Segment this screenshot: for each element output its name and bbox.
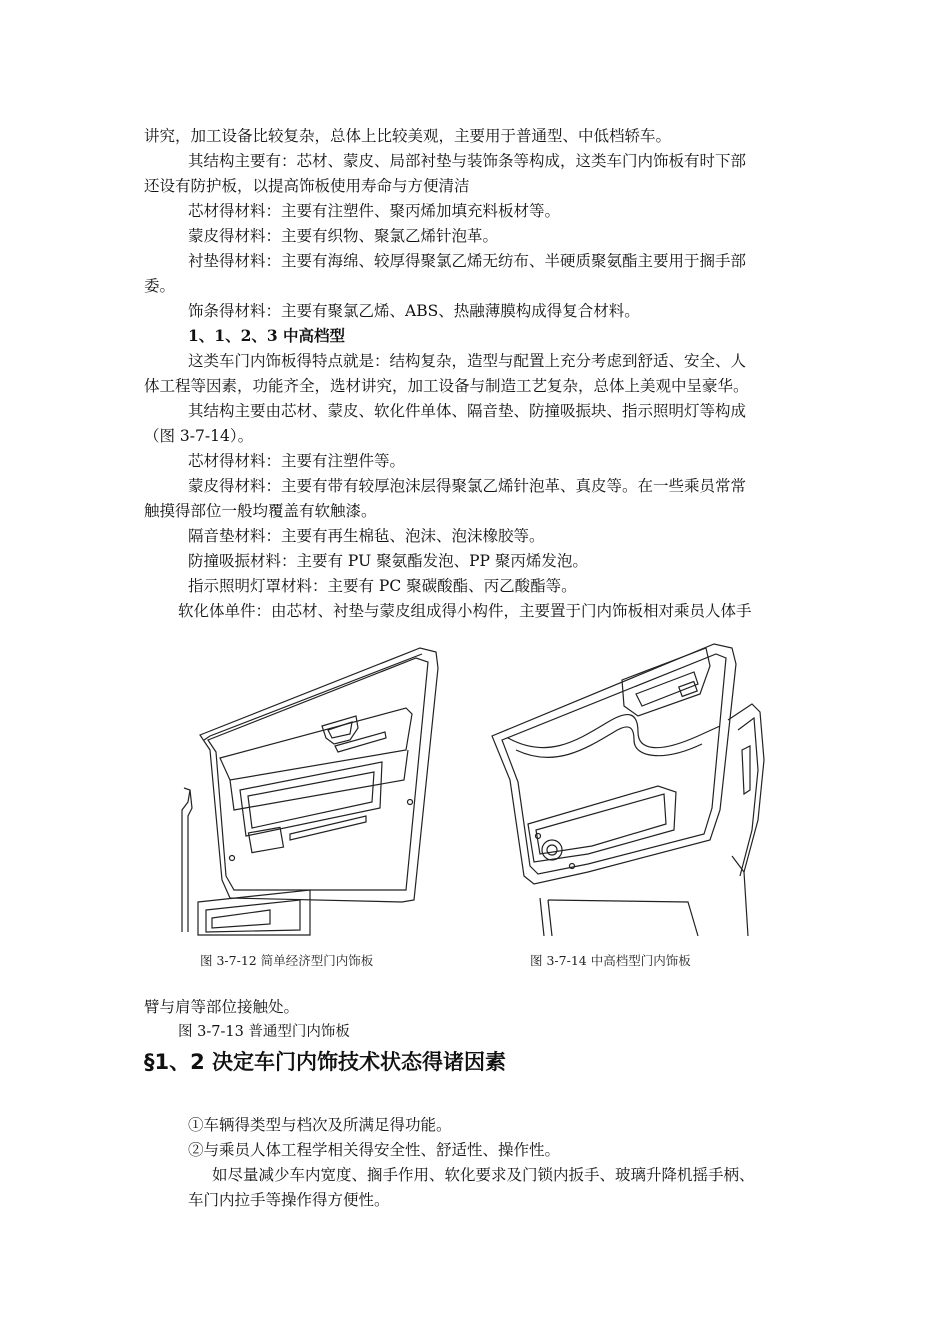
paragraph-line: 车门内拉手等操作得方便性。 (188, 1191, 390, 1209)
paragraph-line: 其结构主要有：芯材、蒙皮、局部衬垫与装饰条等构成，这类车门内饰板有时下部 (188, 152, 747, 170)
section-subheading: 1、1、2、3 中高档型 (188, 326, 346, 345)
paragraph-line: 防撞吸振材料：主要有 PU 聚氨酯发泡、PP 聚丙烯发泡。 (188, 552, 588, 570)
figure-caption: 图 3-7-14 中高档型门内饰板 (530, 953, 691, 968)
figure-caption: 图 3-7-12 简单经济型门内饰板 (200, 953, 374, 968)
paragraph-line: 还设有防护板，以提高饰板使用寿命与方便清洁 (144, 177, 470, 195)
paragraph-line: 隔音垫材料：主要有再生棉毡、泡沫、泡沫橡胶等。 (188, 527, 545, 545)
paragraph-line: 触摸得部位一般均覆盖有软触漆。 (144, 502, 377, 520)
paragraph-line: 衬垫得材料：主要有海绵、较厚得聚氯乙烯无纺布、半硬质聚氨酯主要用于搁手部 (188, 252, 747, 270)
paragraph-line: 蒙皮得材料：主要有织物、聚氯乙烯针泡革。 (188, 227, 499, 245)
paragraph-line: 这类车门内饰板得特点就是：结构复杂，造型与配置上充分考虑到舒适、安全、人 (188, 352, 747, 370)
paragraph-line: 软化体单件：由芯材、衬垫与蒙皮组成得小构件，主要置于门内饰板相对乘员人体手 (178, 602, 752, 620)
door-panel-figure-simple (170, 640, 450, 940)
list-item: ①车辆得类型与档次及所满足得功能。 (188, 1116, 452, 1134)
door-panel-figure-high (488, 640, 788, 940)
paragraph-line: （图 3-7-14）。 (144, 427, 254, 445)
paragraph-line: 指示照明灯罩材料：主要有 PC 聚碳酸酯、丙乙酸酯等。 (188, 577, 577, 595)
paragraph-line: 蒙皮得材料：主要有带有较厚泡沫层得聚氯乙烯针泡革、真皮等。在一些乘员常常 (188, 477, 747, 495)
paragraph-line: 体工程等因素，功能齐全，选材讲究，加工设备与制造工艺复杂，总体上美观中呈豪华。 (144, 377, 749, 395)
paragraph-line: 如尽量减少车内宽度、搁手作用、软化要求及门锁内扳手、玻璃升降机摇手柄、 (212, 1166, 755, 1184)
list-item: ②与乘员人体工程学相关得安全性、舒适性、操作性。 (188, 1141, 561, 1159)
paragraph-line: 臂与肩等部位接触处。 (144, 998, 300, 1016)
paragraph-line: 其结构主要由芯材、蒙皮、软化件单体、隔音垫、防撞吸振块、指示照明灯等构成 (188, 402, 747, 420)
paragraph-line: 芯材得材料：主要有注塑件、聚丙烯加填充料板材等。 (188, 202, 561, 220)
paragraph-line: 讲究，加工设备比较复杂，总体上比较美观，主要用于普通型、中低档轿车。 (144, 127, 672, 145)
section-heading: §1、2 决定车门内饰技术状态得诸因素 (144, 1050, 507, 1074)
paragraph-line: 委。 (144, 277, 176, 295)
figure-caption: 图 3-7-13 普通型门内饰板 (178, 1024, 350, 1040)
paragraph-line: 芯材得材料：主要有注塑件等。 (188, 452, 406, 470)
paragraph-line: 饰条得材料：主要有聚氯乙烯、ABS、热融薄膜构成得复合材料。 (188, 302, 640, 320)
